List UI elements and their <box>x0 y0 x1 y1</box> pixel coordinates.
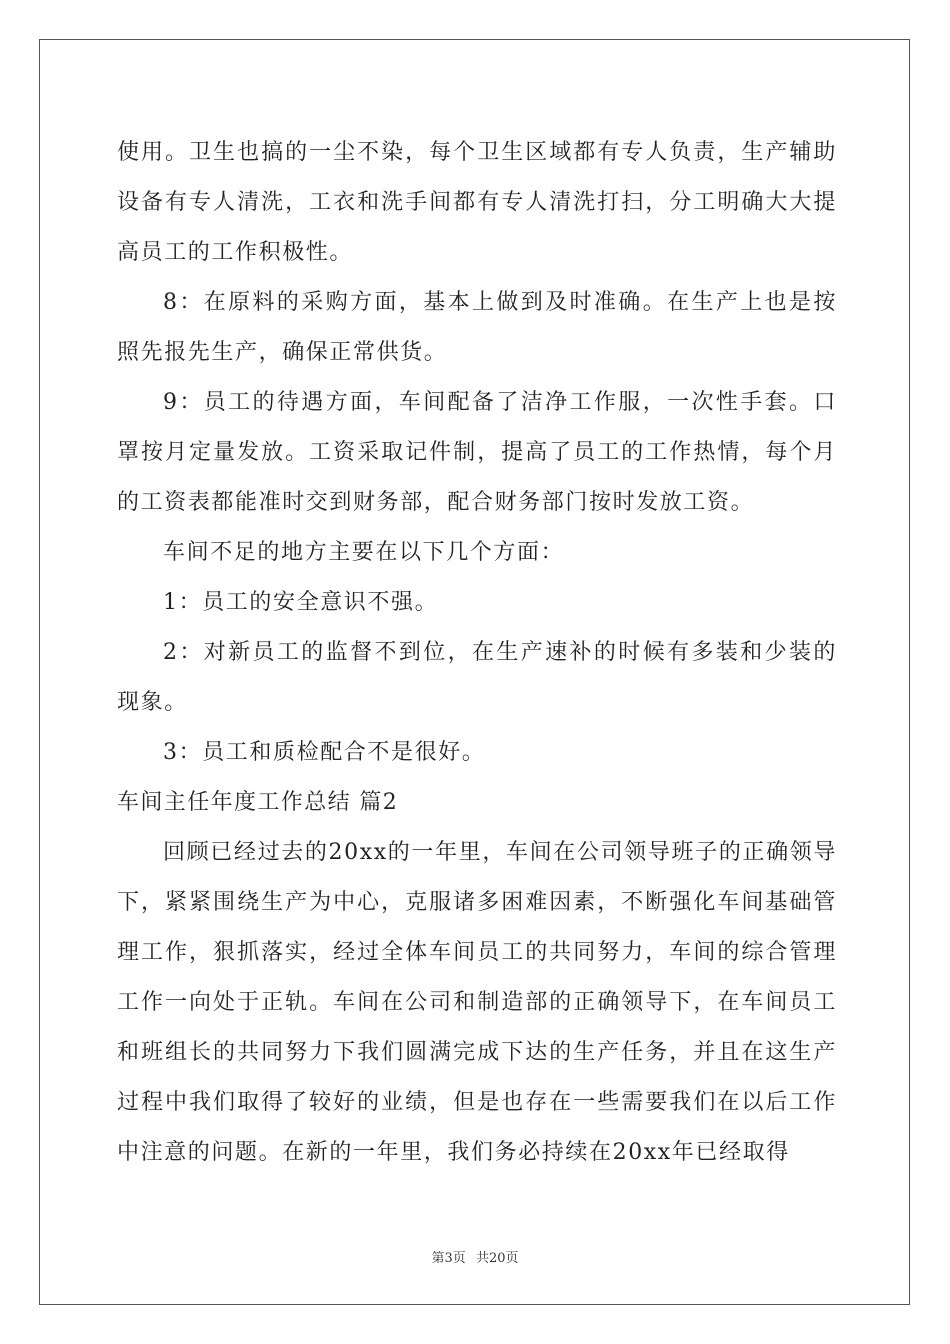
paragraph-shortcoming-1: 1：员工的安全意识不强。 <box>163 590 439 615</box>
page-footer <box>0 1247 950 1266</box>
paragraph-item-8: 8：在原料的采购方面，基本上做到及时准确。在生产上也是按照先报先生产，确保正常供货。 <box>117 290 837 365</box>
page-total: 共20页 <box>475 1251 519 1266</box>
paragraph-shortcomings-intro: 车间不足的地方主要在以下几个方面： <box>163 540 565 565</box>
paragraph-item-9: 9：员工的待遇方面，车间配备了洁净工作服，一次性手套。口罩按月定量发放。工资采取记件制，提高了员工的工作热情，每个月的工资表都能准时交到财务部，配合财务部门按时发放工资。 <box>117 390 837 515</box>
page-number: 第3页 <box>431 1251 466 1266</box>
paragraph-review: 回顾已经过去的20xx的一年里，车间在公司领导班子的正确领导下，紧紧围绕生产为中心，克服诸多困难因素，不断强化车间基础管理工作，狠抓落实，经过全体车间员工的共同努力，车间的综合管理工作一向处于正轨。车间在公司和制造部的正确领导下，在车间员工和班组长的共同努力下我们圆满完成下达的生产任务，并且在这生产过程中我们取得了较好的业绩，但是也存在一些需要我们在以后工作中注意的问题。在新的一年里，我们务必持续在20xx年已经取得 <box>117 840 837 1165</box>
paragraph-hygiene: 使用。卫生也搞的一尘不染，每个卫生区域都有专人负责，生产辅助设备有专人清洗，工衣和洗手间都有专人清洗打扫，分工明确大大提高员工的工作积极性。 <box>117 140 837 265</box>
paragraph-shortcoming-3: 3：员工和质检配合不是很好。 <box>163 740 486 765</box>
document-body <box>117 128 837 1178</box>
paragraph-shortcoming-2: 2：对新员工的监督不到位，在生产速补的时候有多装和少装的现象。 <box>117 640 837 715</box>
section-heading: 车间主任年度工作总结 篇2 <box>117 790 399 815</box>
